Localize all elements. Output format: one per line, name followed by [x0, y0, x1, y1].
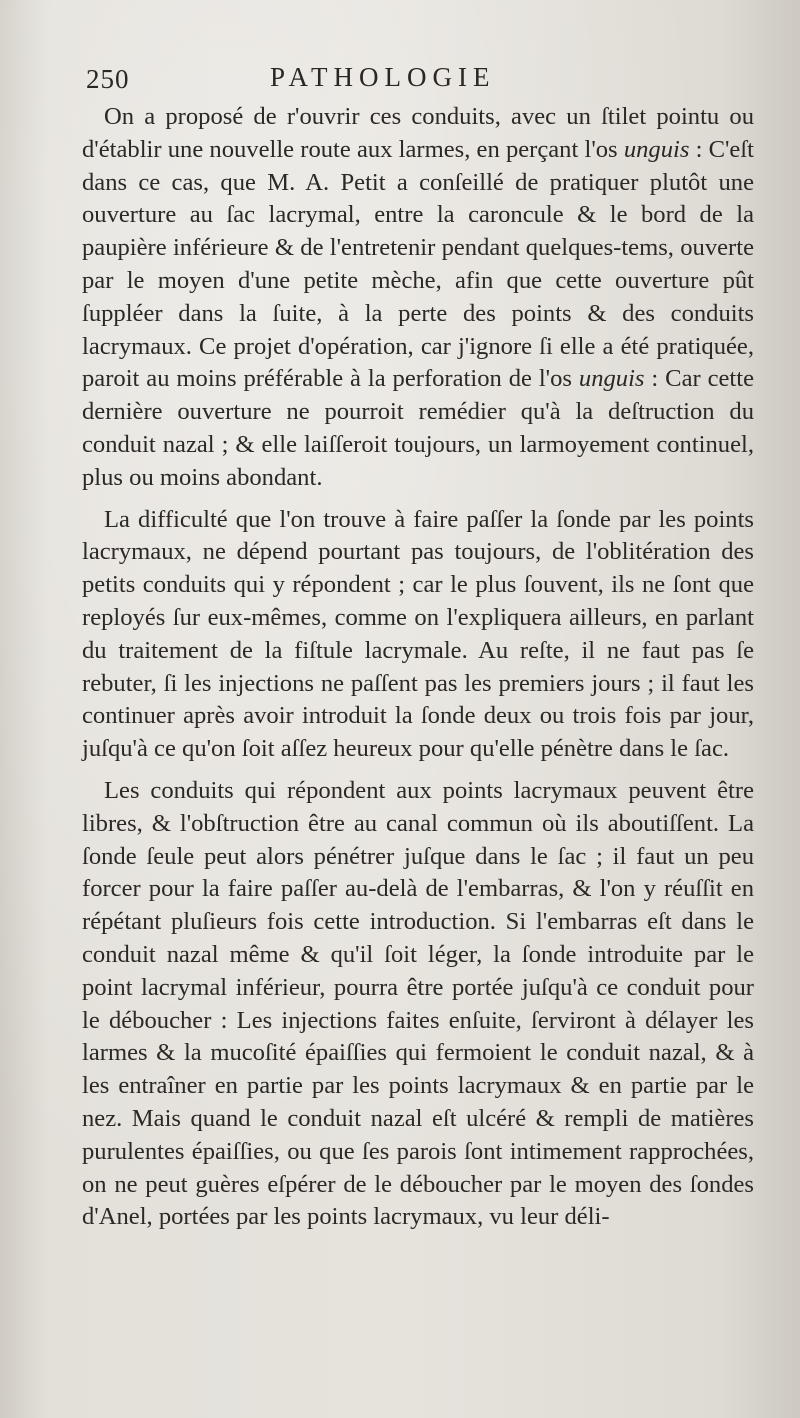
italic-term: unguis	[578, 365, 645, 393]
body-text	[82, 101, 754, 1243]
paragraph-2: La difficulté que l'on trouve à faire paſſer la ſonde par les points lacrymaux, ne dépend pourtant pas toujours, de l'oblitération des petits conduits qui y répondent ; car le plus ſouvent, ils ne ſont que reployés ſur eux-mêmes, comme on l'expliquera ailleurs, en parlant du traitement de la fiſtule lacrymale. Au reſte, il ne faut pas ſe rebuter, ſi les injections ne paſſent pas les premiers jours ; il faut les continuer après avoir introduit la ſonde deux ou trois fois par jour, juſqu'à ce qu'on ſoit aſſez heureux pour qu'elle pénètre dans le ſac.	[82, 505, 754, 763]
paragraph-3: Les conduits qui répondent aux points lacrymaux peuvent être libres, & l'obſtruction être au canal commun où ils aboutiſſent. La ſonde ſeule peut alors pénétrer juſque dans le ſac ; il faut un peu forcer pour la faire paſſer au-delà de l'embarras, & l'on y réuſſit en répétant pluſieurs fois cette introduction. Si l'embarras eſt dans le conduit nazal même & qu'il ſoit léger, la ſonde introduite par le point lacrymal inférieur, pourra être portée juſqu'à ce conduit pour le déboucher : Les injections faites enſuite, ſerviront à délayer les larmes & la mucoſité épaiſſies qui fermoient le conduit nazal, & à les entraîner en partie par les points lacrymaux & en partie par le nez. Mais quand le conduit nazal eſt ulcéré & rempli de matières purulentes épaiſſies, ou que ſes parois ſont intimement rapprochées, on ne peut guères eſpérer de le déboucher par le moyen des ſondes d'Anel, portées par les points lacrymaux, vu leur déli-	[82, 776, 754, 1231]
page-header	[78, 58, 758, 98]
paragraph-1: On a proposé de r'ouvrir ces conduits, avec un ſtilet pointu ou d'établir une nouvelle route aux larmes, en perçant l'os unguis : C'eſt dans ce cas, que M. A. Petit a conſeillé de pratiquer plutôt une ouverture au ſac lacrymal, entre la caroncule & le bord de la paupière inférieure & de l'entretenir pendant quelques-tems, ouverte par le moyen d'une petite mèche, afin que cette ouverture pût ſuppléer dans la ſuite, à la perte des points & des conduits lacrymaux. Ce projet d'opération, car j'ignore ſi elle a été pratiquée, paroit au moins préférable à la perforation de l'os unguis : Car cette dernière ouverture ne pourroit remédier qu'à la deſtruction du conduit nazal ; & elle laiſſeroit toujours, un larmoyement continuel, plus ou moins abondant.	[82, 103, 755, 491]
italic-term: unguis	[623, 135, 690, 163]
page-number: 250	[86, 64, 130, 94]
running-head: PATHOLOGIE	[270, 62, 496, 92]
